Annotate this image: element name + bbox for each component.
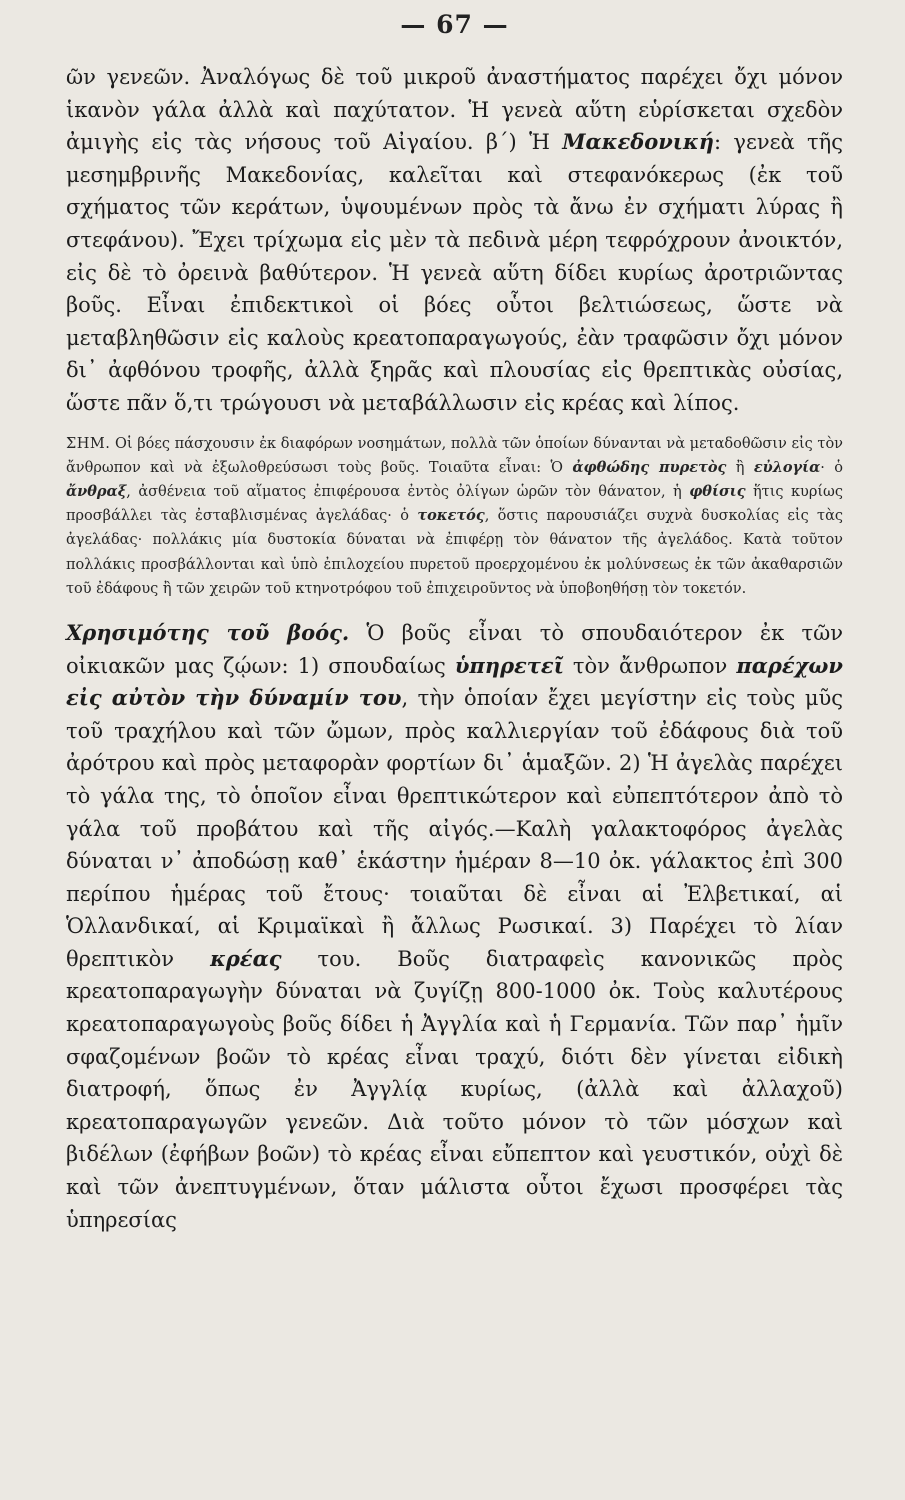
emphasis-term: ἀφθώδης πυρετὸς (572, 458, 727, 476)
paragraph-text: ῶν γενεῶν. Ἀναλόγως δὲ τοῦ μικροῦ ἀναστήματος παρέχει ὄχι μόνον ἱκανὸν γάλα ἀλλὰ καὶ παχύτατον. Ἡ γενεὰ αὕτη εὑρίσκεται σχεδὸν ἀμιγὴς εἰς τὰς νήσους τοῦ Αἰγαίου. β΄) Ἡ (66, 65, 843, 155)
emphasis-term: ἄνθραξ (66, 482, 127, 500)
footnote-diseases (66, 432, 843, 601)
note-text: ἥτις κυρίως προσβάλλει τὰς ἐσταβλισμένας ἀγελάδας· ὁ (66, 483, 844, 525)
note-text: , ὅστις παρουσιάζει συχνὰ δυσκολίας εἰς τὰς ἀγελάδας· πολλάκις μία δυστοκία δύναται νὰ ἐπιφέρῃ τὸν θάνατον τῆς ἀγελάδος. Κατὰ τοῦτον πολλάκις προσβάλλονται καὶ ὑπὸ ἐπιλοχείου πυρετοῦ προερχομένου ἐκ μολύνσεως ἐκ τῶν ἀκαθαρσιῶν τοῦ ἐδάφους ἢ τῶν χειρῶν τοῦ κτηνοτρόφου τοῦ ἐπιχειροῦντος νὰ ὑποβοηθήσῃ τὸν τοκετόν. (66, 508, 843, 597)
paragraph-text: τὸν ἄνθρωπον (563, 653, 737, 678)
emphasis-term: κρέας (210, 945, 282, 971)
emphasis-term: τοκετός (417, 507, 485, 525)
paragraph-text: του. Βοῦς διατραφεὶς κανονικῶς πρὸς κρεατοπαραγωγὴν δύναται νὰ ζυγίζῃ 800-1000 ὀκ. Τοὺς καλυτέρους κρεατοπαραγωγοὺς βοῦς δίδει ἡ Ἀγγλία καὶ ἡ Γερμανία. Τῶν παρ᾿ ἡμῖν σφαζομένων βοῶν τὸ κρέας εἶναι τραχύ, διότι δὲν γίνεται εἰδικὴ διατροφή, ὅπως ἐν Ἀγγλίᾳ κυρίως, (ἀλλὰ καὶ ἀλλαχοῦ) κρεατοπαραγωγῶν γενεῶν. Διὰ τοῦτο μόνον τὸ τῶν μόσχων καὶ βιδέλων (ἐφήβων βοῶν) τὸ κρέας εἶναι εὔπεπτον καὶ γευστικόν, οὐχὶ δὲ καὶ τῶν ἀνεπτυγμένων, ὅταν μάλιστα οὗτοι ἔχωσι προσφέρει τὰς ὑπηρεσίας (66, 946, 844, 1232)
note-label: ΣΗΜ. (66, 435, 111, 452)
emphasis-term: ὑπηρετεῖ (454, 652, 564, 678)
paragraph-text: , τὴν ὁποίαν ἔχει μεγίστην εἰς τοὺς μῦς τοῦ τραχήλου καὶ τῶν ὤμων, πρὸς καλλιεργίαν τοῦ ἐδάφους διὰ τοῦ ἀρότρου καὶ πρὸς μεταφορὰν φορτίων δι᾿ ἁμαξῶν. 2) Ἡ ἀγελὰς παρέχει τὸ γάλα της, τὸ ὁποῖον εἶναι θρεπτικώτερον καὶ εὐπεπτότερον ἀπὸ τὸ γάλα τοῦ προβάτου καὶ τῆς αἰγός.—Καλὴ γαλακτοφόρος ἀγελὰς δύναται ν᾿ ἀποδώσῃ καθ᾿ ἑκάστην ἡμέραν 8—10 ὀκ. γάλακτος ἐπὶ 300 περίπου ἡμέρας τοῦ ἔτους· τοιαῦται δὲ εἶναι αἱ Ἐλβετικαί, αἱ Ὁλλανδικαί, αἱ Κριμαϊκαὶ ἢ ἄλλως Ρωσικαί. 3) Παρέχει τὸ λίαν θρεπτικὸν (66, 686, 843, 971)
paragraph-usefulness (66, 617, 843, 1236)
section-heading: Χρησιμότης τοῦ βοός. (66, 619, 350, 645)
note-text: Οἱ βόες πάσχουσιν ἐκ διαφόρων νοσημάτων, πολλὰ τῶν ὁποίων δύνανται νὰ μεταδοθῶσιν εἰς τὸν ἄνθρωπον καὶ νὰ ἐξωλοθρεύσωσι τοὺς βοῦς. Τοιαῦτα εἶναι: Ὁ (66, 435, 843, 476)
paragraph-text: : γενεὰ τῆς μεσημβρινῆς Μακεδονίας, καλεῖται καὶ στεφανόκερως (ἐκ τοῦ σχήματος τῶν κεράτων, ὑψουμένων πρὸς τὰ ἄνω ἐν σχήματι λύρας ἢ στεφάνου). Ἔχει τρίχωμα εἰς μὲν τὰ πεδινὰ μέρη τεφρόχρουν ἀνοικτόν, εἰς δὲ τὸ ὀρεινὰ βαθύτερον. Ἡ γενεὰ αὕτη δίδει κυρίως ἀροτριῶντας βοῦς. Εἶναι ἐπιδεκτικοὶ οἱ βόες οὗτοι βελτιώσεως, ὥστε νὰ μεταβληθῶσιν εἰς καλοὺς κρεατοπαραγωγούς, ἐὰν τραφῶσιν ὄχι μόνον δι᾿ ἀφθόνου τροφῆς, ἀλλὰ ξηρᾶς καὶ πλουσίας εἰς θρεπτικὰς οὐσίας, ὥστε πᾶν ὅ,τι τρώγουσι νὰ μεταβάλλωσιν εἰς κρέας καὶ λίπος. (66, 130, 843, 415)
note-text: ἢ (726, 459, 754, 476)
page-number: — 67 — (400, 10, 509, 39)
note-text: , ἀσθένεια τοῦ αἵματος ἐπιφέρουσα ἐντὸς ὀλίγων ὡρῶν τὸν θάνατον, ἡ (126, 483, 690, 500)
emphasis-term: Μακεδονική (562, 129, 714, 155)
note-text: · ὁ (820, 459, 843, 476)
paragraph-text: Ὁ βοῦς εἶναι τὸ σπουδαιότερον ἐκ τῶν οἰκιακῶν μας ζῴων: 1) σπουδαίως (66, 620, 843, 678)
emphasis-term: παρέχων εἰς αὐτὸν τὴν δύναμίν του (66, 652, 843, 711)
emphasis-term: εὐλογία (753, 458, 821, 476)
paragraph-breeds (66, 61, 843, 420)
emphasis-term: φθίσις (689, 482, 746, 500)
